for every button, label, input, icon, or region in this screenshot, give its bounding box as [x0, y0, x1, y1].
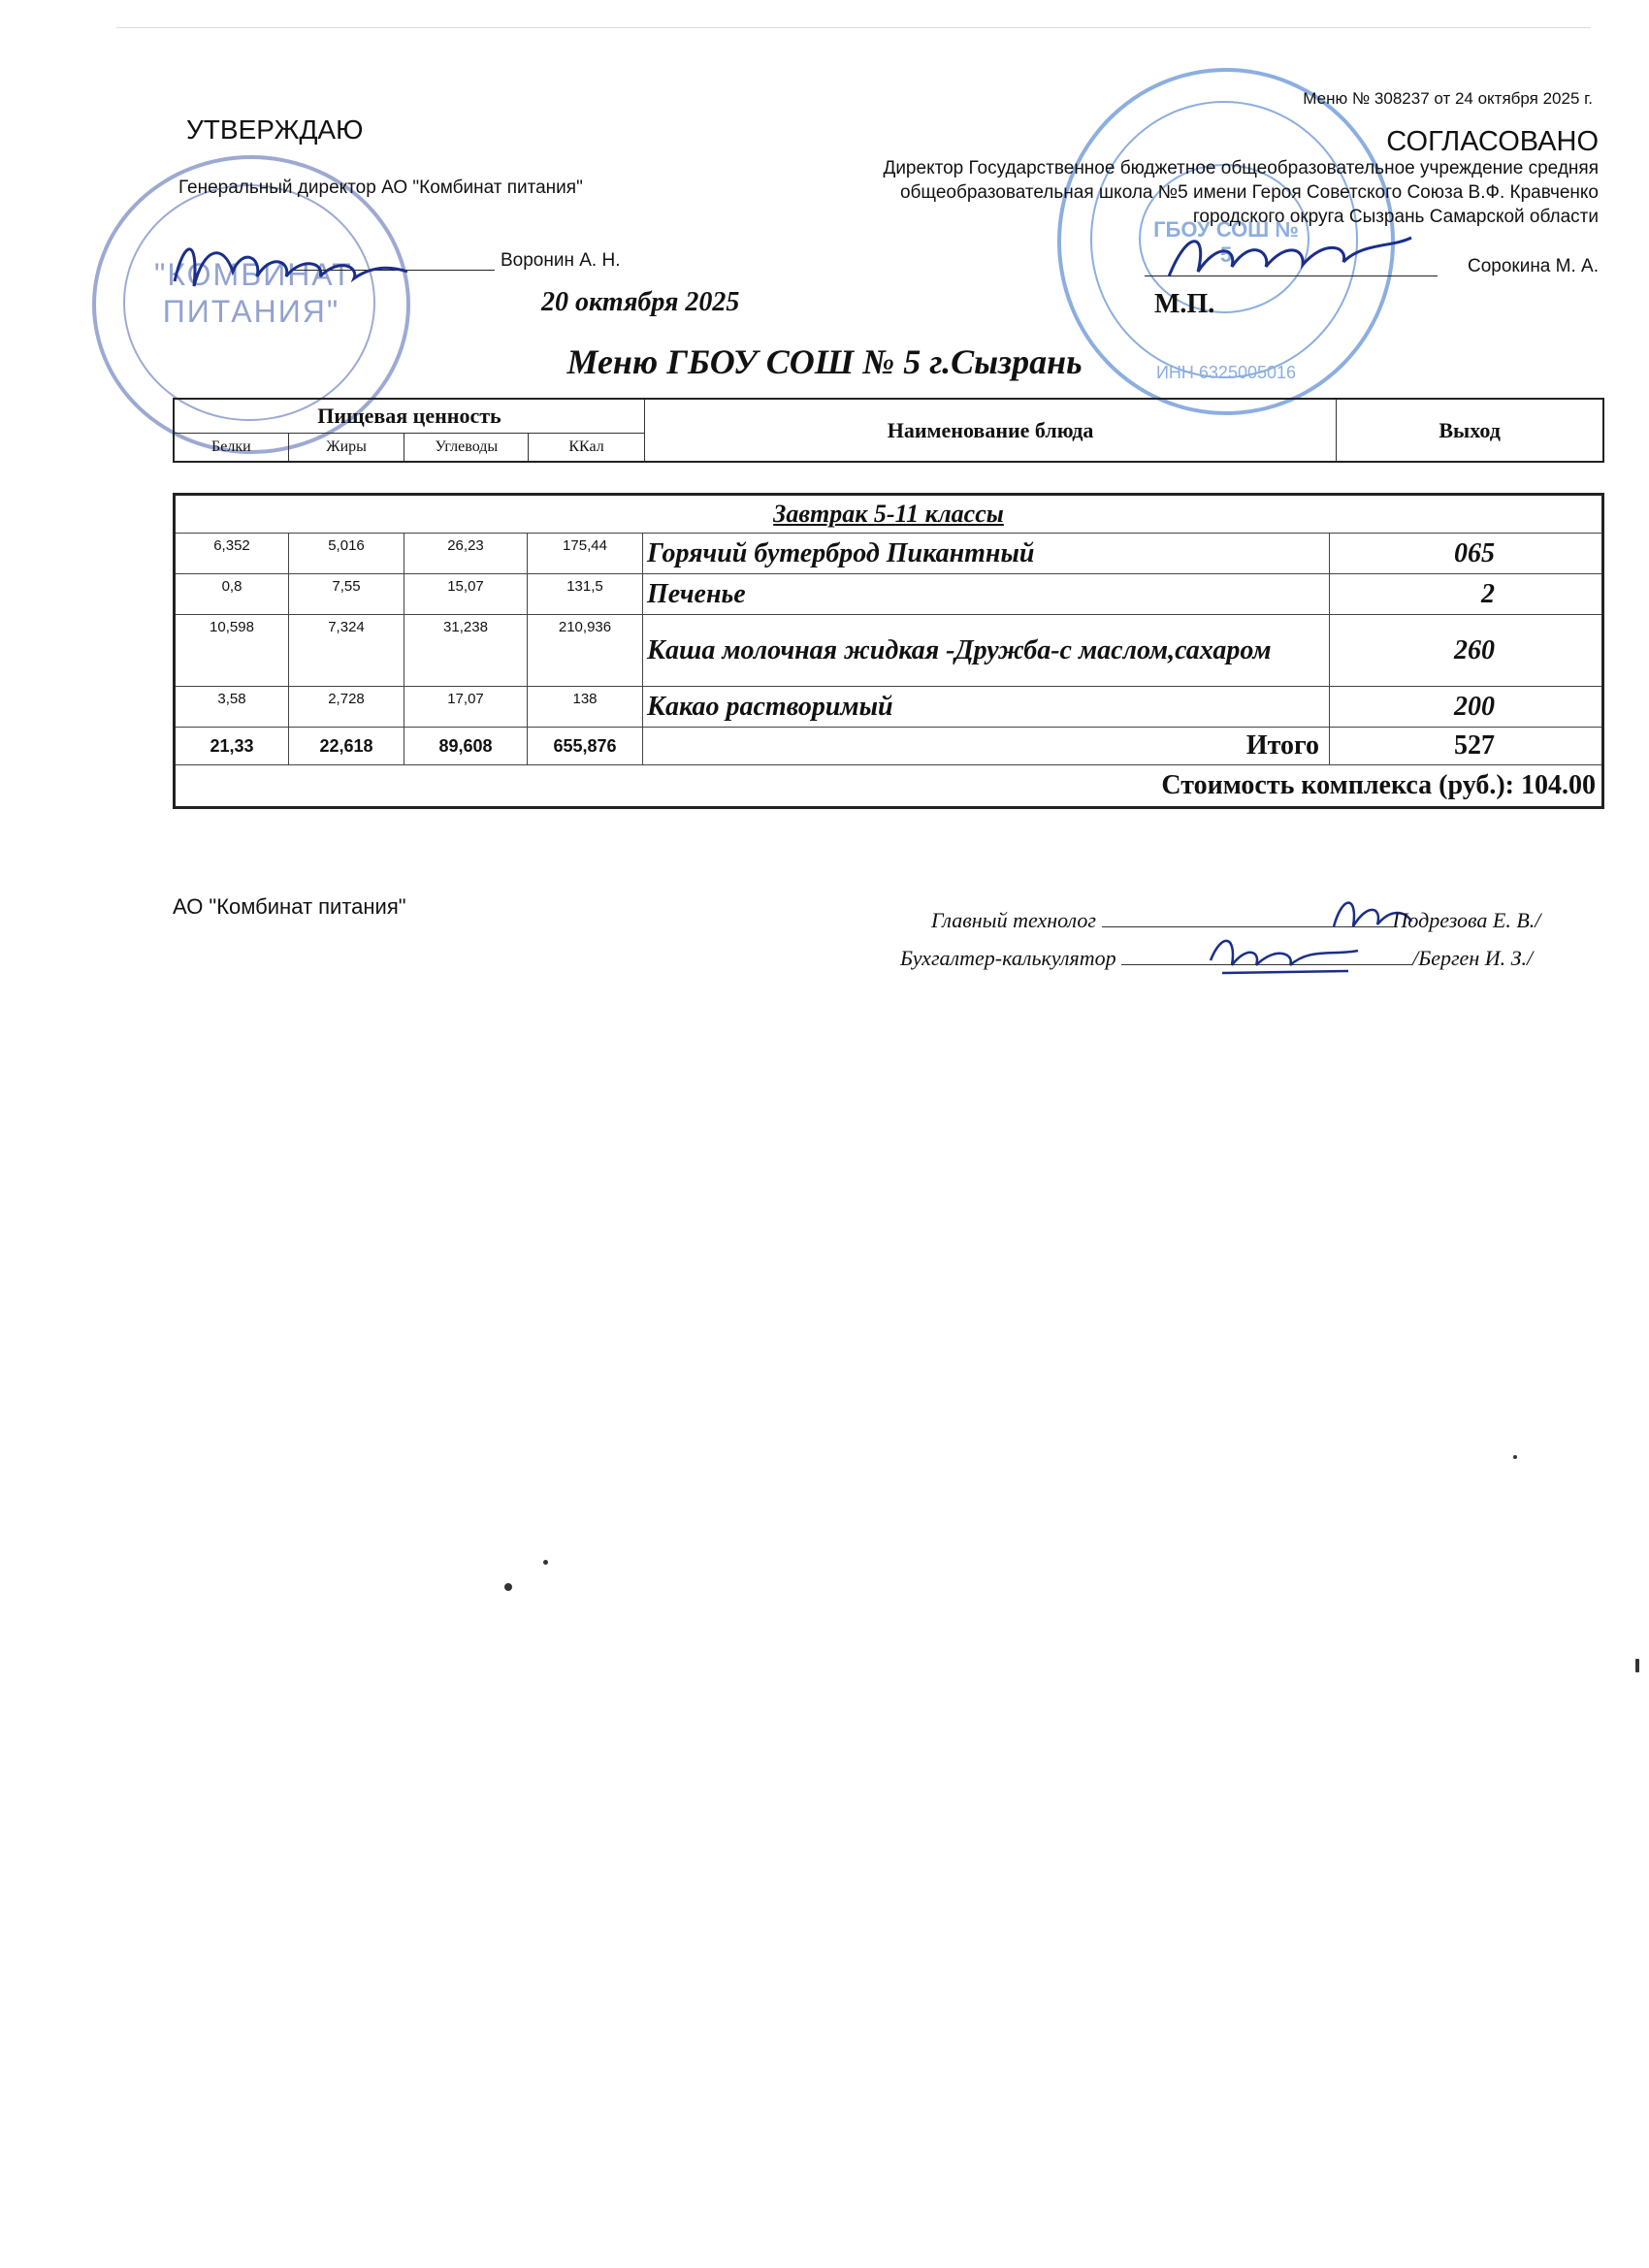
approve-heading: УТВЕРЖДАЮ: [186, 114, 364, 145]
director-signature: [165, 228, 417, 306]
stamp-right-text: ГБОУ СОШ № 5: [1153, 217, 1299, 267]
nutrition-header: Пищевая ценность: [174, 399, 644, 434]
output-cell: 200: [1330, 687, 1603, 728]
scan-speck: [1513, 1455, 1517, 1459]
total-carbs: 89,608: [404, 728, 528, 765]
table-row: [175, 534, 1603, 574]
technologist-label: Главный технолог: [931, 908, 1097, 932]
table-row: [175, 615, 1603, 687]
proteins-header: Белки: [174, 434, 288, 463]
accountant-signature-line: [1121, 945, 1412, 965]
output-cell: 2: [1330, 574, 1603, 615]
proteins-cell: 3,58: [175, 687, 289, 728]
page-title: Меню ГБОУ СОШ № 5 г.Сызрань: [566, 342, 1083, 381]
seal-place-label: М.П.: [1154, 289, 1215, 319]
fats-cell: 2,728: [289, 687, 404, 728]
scan-speck: [504, 1583, 512, 1591]
kcal-cell: 175,44: [528, 534, 643, 574]
scan-speck: [1635, 1659, 1639, 1672]
agree-position-line-3: городского округа Сызрань Самарской области: [1192, 207, 1599, 227]
fats-header: Жиры: [288, 434, 404, 463]
total-kcal: 655,876: [528, 728, 643, 765]
school-director-signature: [1159, 218, 1421, 296]
stamp-right-inn: ИНН 6325005016: [1155, 363, 1297, 382]
complex-cost: Стоимость комплекса (руб.): 104.00: [175, 765, 1603, 808]
kcal-cell: 210,936: [528, 615, 643, 687]
dish-cell: Печенье: [643, 574, 1330, 615]
menu-table: [173, 493, 1604, 809]
kcal-header: ККал: [529, 434, 645, 463]
proteins-cell: 10,598: [175, 615, 289, 687]
column-header-table: [173, 398, 1604, 463]
footer-company: АО "Комбинат питания": [173, 894, 406, 919]
scan-speck: [543, 1560, 548, 1565]
proteins-cell: 0,8: [175, 574, 289, 615]
agree-position-line-1: Директор Государственное бюджетное общеобразовательное учреждение средняя: [883, 158, 1599, 178]
output-header: Выход: [1337, 399, 1603, 462]
kcal-cell: 131,5: [528, 574, 643, 615]
technologist-name: Подрезова Е. В./: [1392, 908, 1541, 932]
approve-date: 20 октября 2025: [541, 287, 740, 317]
agree-name: Сорокина М. А.: [1467, 256, 1599, 276]
dish-cell: Какао растворимый: [643, 687, 1330, 728]
carbs-header: Углеводы: [404, 434, 529, 463]
approve-position: Генеральный директор АО "Комбинат питания": [178, 178, 583, 198]
accountant-label: Бухгалтер-калькулятор: [900, 946, 1116, 970]
page-top-edge: [116, 27, 1591, 28]
section-title: Завтрак 5-11 классы: [175, 495, 1603, 534]
accountant-row: [900, 945, 1533, 971]
total-output: 527: [1330, 728, 1603, 765]
carbs-cell: 17,07: [404, 687, 528, 728]
agree-position-line-2: общеобразовательная школа №5 имени Героя Советского Союза В.Ф. Кравченко: [899, 182, 1599, 203]
total-label: Итого: [643, 728, 1330, 765]
fats-cell: 7,324: [289, 615, 404, 687]
output-cell: 260: [1330, 615, 1603, 687]
carbs-cell: 15,07: [404, 574, 528, 615]
output-cell: 065: [1330, 534, 1603, 574]
carbs-cell: 26,23: [404, 534, 528, 574]
menu-number: Меню № 308237 от 24 октября 2025 г.: [1303, 89, 1593, 108]
carbs-cell: 31,238: [404, 615, 528, 687]
total-proteins: 21,33: [175, 728, 289, 765]
total-fats: 22,618: [289, 728, 404, 765]
stamp-left-text: "КОМБИНАТ ПИТАНИЯ": [154, 257, 353, 329]
kcal-cell: 138: [528, 687, 643, 728]
agree-heading: СОГЛАСОВАНО: [1386, 126, 1599, 157]
dish-cell: Каша молочная жидкая -Дружба-с маслом,сахаром: [643, 615, 1330, 687]
dish-cell: Горячий бутерброд Пикантный: [643, 534, 1330, 574]
table-row: [175, 687, 1603, 728]
approve-name: Воронин А. Н.: [501, 250, 621, 271]
technologist-signature-line: [1102, 907, 1393, 927]
fats-cell: 5,016: [289, 534, 404, 574]
table-row: [175, 574, 1603, 615]
fats-cell: 7,55: [289, 574, 404, 615]
dish-name-header: Наименование блюда: [644, 399, 1336, 462]
total-row: [175, 728, 1603, 765]
technologist-row: [931, 907, 1540, 933]
proteins-cell: 6,352: [175, 534, 289, 574]
accountant-name: /Берген И. З./: [1412, 946, 1534, 970]
